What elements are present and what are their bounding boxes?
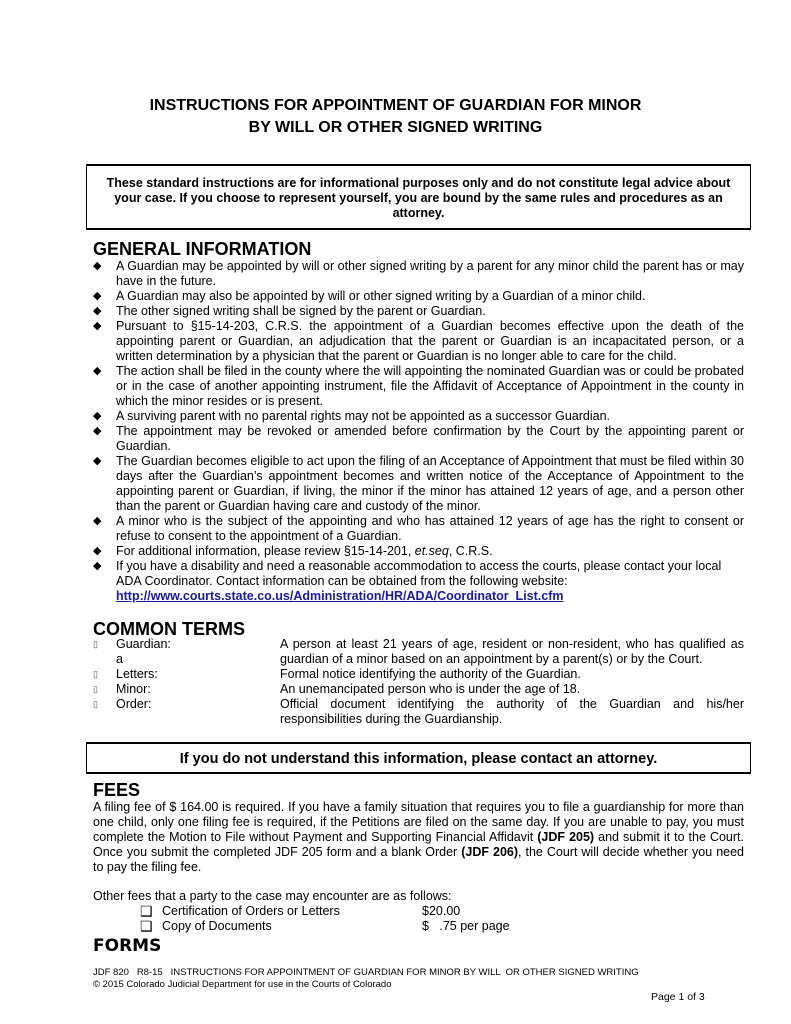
list-item: ◆ The Guardian becomes eligible to act upon the filing of an Acceptance of Appointment that must be filed within 30 days after the Guardian’s appointment becomes and written notice of the Acceptance of Appointment to the appointing parent or Guardian, if living, the minor if the minor has attained 12 years of age, and a person other than the parent or Guardian having care and custody of the minor. — [93, 454, 744, 513]
list-item: ◆ The other signed writing shall be signed by the parent or Guardian. — [93, 304, 486, 318]
list-item: ◆ Pursuant to §15-14-203, C.R.S. the appointment of a Guardian becomes effective upon the death of the appointing parent or Guardian, an adjudication that the parent or Guardian is an incapacitated person, or a written determination by a physician that the parent or Guardian is no longer able to care for the child. — [93, 319, 744, 363]
term-label: Order: — [116, 697, 152, 711]
diamond-bullet-icon: ◆ — [93, 290, 102, 302]
term-label: Minor: — [116, 682, 151, 696]
diamond-bullet-icon: ◆ — [93, 515, 102, 527]
diamond-bullet-icon: ◆ — [93, 545, 102, 557]
term-row-minor — [93, 682, 744, 697]
term-row-letters — [93, 667, 744, 682]
common-terms-heading: COMMON TERMS — [93, 619, 245, 639]
term-bullet-icon: ▯ — [93, 684, 98, 694]
term-definition: Formal notice identifying the authority of the Guardian. — [280, 667, 581, 681]
list-item: ◆ If you have a disability and need a reasonable accommodation to access the courts, please contact your local ADA Coordinator. Contact information can be obtained from the following website: http://www.courts.state.co.us/Administration/HR/ADA/Coordinator_List.cfm — [93, 559, 722, 603]
list-item: ◆ A Guardian may be appointed by will or other signed writing by a parent for any minor child the parent has or may have in the future. — [93, 259, 744, 288]
diamond-bullet-icon: ◆ — [93, 260, 102, 272]
disclaimer-box — [86, 164, 751, 230]
fee-item-copies — [140, 919, 510, 934]
term-row-guardian — [93, 637, 744, 667]
term-definition: Official document identifying the authority of the Guardian and his/her responsibilities during the Guardianship. — [280, 697, 744, 726]
list-item: ◆ A surviving parent with no parental rights may not be appointed as a successor Guardian. — [93, 409, 611, 423]
document-title — [0, 95, 791, 139]
general-information-heading: GENERAL INFORMATION — [93, 239, 312, 259]
diamond-bullet-icon: ◆ — [93, 425, 102, 437]
checkbox-icon: ❑ — [140, 918, 153, 934]
diamond-bullet-icon: ◆ — [93, 560, 102, 572]
forms-heading: FORMS — [93, 936, 162, 956]
fee-label: Copy of Documents — [162, 919, 272, 933]
ada-coordinator-link[interactable]: http://www.courts.state.co.us/Administration/HR/ADA/Coordinator_List.cfm — [116, 589, 564, 603]
footer-form-id: JDF 820 R8-15 INSTRUCTIONS FOR APPOINTMENT OF GUARDIAN FOR MINOR BY WILL OR OTHER SIGNED WRITING — [93, 967, 639, 978]
term-bullet-icon: ▯ — [93, 669, 98, 679]
fees-heading: FEES — [93, 780, 141, 800]
diamond-bullet-icon: ◆ — [93, 320, 102, 332]
title-line-1: INSTRUCTIONS FOR APPOINTMENT OF GUARDIAN FOR MINOR — [149, 97, 642, 114]
diamond-bullet-icon: ◆ — [93, 305, 102, 317]
fees-paragraph: A filing fee of $ 164.00 is required. If you have a family situation that requires you to file a guardianship for more than one child, only one filing fee is required, if the Petitions are filed on the same day. If you are unable to pay, you must complete the Motion to File without Payment and Supporting Financial Affidavit (JDF 205) and submit it to the Court. Once you submit the completed JDF 205 form and a blank Order (JDF 206), the Court will decide whether you need to pay the filing fee. — [93, 800, 744, 874]
term-definition: An unemancipated person who is under the age of 18. — [280, 682, 581, 696]
title-line-2: BY WILL OR OTHER SIGNED WRITING — [248, 119, 543, 136]
list-item: ◆ For additional information, please review §15-14-201, et.seq, C.R.S. — [93, 544, 493, 558]
checkbox-icon: ❑ — [140, 903, 153, 919]
jdf-205-reference: (JDF 205) — [537, 830, 595, 844]
term-row-order — [93, 697, 744, 727]
fee-item-certification — [140, 904, 460, 919]
page-number: Page 1 of 3 — [651, 991, 705, 1003]
term-label: Guardian: a — [116, 637, 171, 666]
term-definition: A person at least 21 years of age, resident or non-resident, who has qualified as guardian of a minor based on an appointment by a parent(s) or by the Court. — [280, 637, 744, 666]
fee-label: Certification of Orders or Letters — [162, 904, 340, 918]
disclaimer-text: These standard instructions are for informational purposes only and do not constitute legal advice about your case. If you choose to represent yourself, you are bound by the same rules and procedures as an attorney. — [106, 176, 731, 220]
contact-attorney-box — [86, 742, 751, 774]
term-label: Letters: — [116, 667, 158, 681]
general-information-list — [93, 259, 744, 604]
diamond-bullet-icon: ◆ — [93, 365, 102, 377]
diamond-bullet-icon: ◆ — [93, 410, 102, 422]
fee-amount: $20.00 — [422, 904, 461, 918]
list-item: ◆ The action shall be filed in the county where the will appointing the nominated Guardian was or could be probated or in the case of another appointing instrument, file the Affidavit of Acceptance of Appointment in the county in which the minor resides or is present. — [93, 364, 744, 408]
common-terms-list — [93, 637, 744, 727]
fee-amount: $ .75 per page — [422, 919, 510, 933]
contact-attorney-text: If you do not understand this information, please contact an attorney. — [179, 751, 658, 767]
other-fees-intro: Other fees that a party to the case may encounter are as follows: — [93, 889, 452, 903]
footer — [93, 967, 639, 991]
list-item: ◆ A minor who is the subject of the appointing and who has attained 12 years of age has the right to consent or refuse to consent to the appointment of a Guardian. — [93, 514, 744, 543]
footer-copyright: © 2015 Colorado Judicial Department for use in the Courts of Colorado — [93, 979, 392, 990]
list-item: ◆ A Guardian may also be appointed by will or other signed writing by a Guardian of a minor child. — [93, 289, 646, 303]
jdf-206-reference: (JDF 206) — [461, 845, 519, 859]
diamond-bullet-icon: ◆ — [93, 455, 102, 467]
term-bullet-icon: ▯ — [93, 639, 98, 649]
term-bullet-icon: ▯ — [93, 699, 98, 709]
list-item: ◆ The appointment may be revoked or amended before confirmation by the Court by the appointing parent or Guardian. — [93, 424, 744, 453]
